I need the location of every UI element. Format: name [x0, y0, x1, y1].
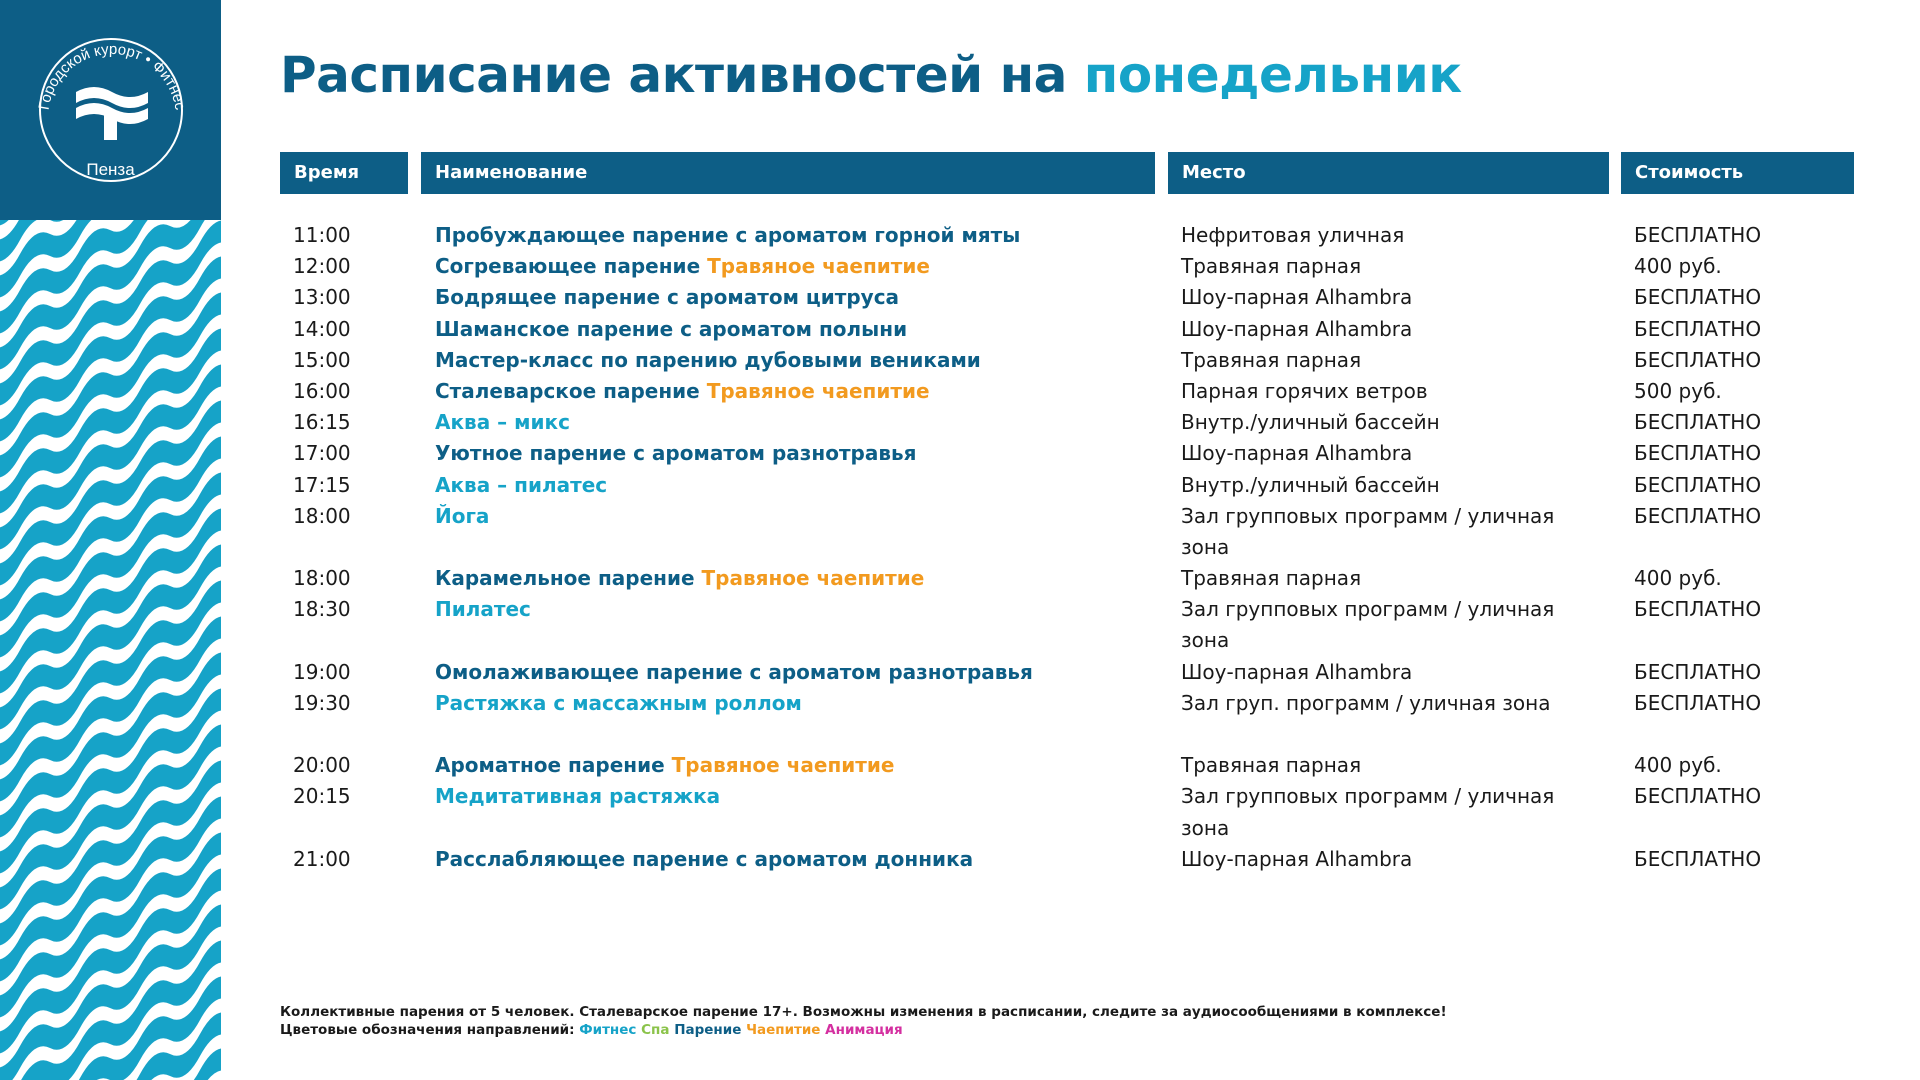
row-cost: 400 руб. [1634, 753, 1722, 778]
row-cost: 400 руб. [1634, 566, 1722, 591]
row-activity [435, 407, 570, 438]
row-place: Зал групповых программ / уличная зона [1181, 597, 1555, 653]
row-place: Зал груп. программ / уличная зона [1181, 690, 1551, 715]
row-place: Травяная парная [1181, 753, 1362, 778]
row-place: Травяная парная [1181, 566, 1362, 591]
row-place: Внутр./уличный бассейн [1181, 410, 1440, 435]
brand-logo-emblem [0, 0, 221, 220]
row-time: 16:00 [293, 378, 351, 403]
table-row [0, 407, 1920, 438]
row-activity [435, 750, 894, 781]
row-time: 18:00 [293, 566, 351, 591]
table-row [0, 688, 1920, 750]
row-place: Шоу-парная Alhambra [1181, 285, 1413, 310]
brand-logo [0, 0, 221, 220]
activity-name: Бодрящее парение с ароматом цитруса [435, 285, 900, 310]
row-time: 17:00 [293, 441, 351, 466]
row-activity [435, 781, 720, 812]
activity-name: Омолаживающее парение с ароматом разнотравья [435, 659, 1033, 684]
activity-name: Карамельное парение [435, 566, 695, 591]
row-place: Зал групповых программ / уличная зона [1181, 503, 1555, 559]
activity-name: Пробуждающее парение с ароматом горной мяты [435, 223, 1021, 247]
table-row [0, 376, 1920, 407]
row-activity [435, 314, 907, 345]
row-time: 18:00 [293, 503, 351, 528]
activity-extra: Травяное чаепитие [706, 378, 930, 403]
footer-note: Коллективные парения от 5 человек. Сталеварское парение 17+. Возможны изменения в расписании, следите за аудиосообщениями в комплексе! [280, 1004, 1447, 1020]
footer-legend [280, 1022, 903, 1038]
row-activity [435, 563, 924, 594]
row-time: 14:00 [293, 316, 351, 341]
table-row [0, 251, 1920, 282]
legend-fitness: Фитнес [579, 1022, 637, 1038]
row-activity [435, 470, 607, 501]
row-cost: БЕСПЛАТНО [1634, 441, 1762, 466]
title-main: Расписание активностей на [280, 46, 1084, 104]
row-time: 17:15 [293, 472, 351, 497]
activity-extra: Травяное чаепитие [671, 753, 895, 778]
row-activity [435, 844, 973, 875]
activity-name: Ароматное парение [435, 753, 665, 778]
row-place: Шоу-парная Alhambra [1181, 846, 1413, 871]
table-row [0, 781, 1920, 843]
row-cost: БЕСПЛАТНО [1634, 846, 1762, 871]
legend-tea: Чаепитие [746, 1022, 821, 1038]
row-place: Шоу-парная Alhambra [1181, 316, 1413, 341]
row-place: Зал групповых программ / уличная зона [1181, 784, 1555, 840]
row-time: 18:30 [293, 597, 351, 622]
legend-spa: Спа [641, 1022, 670, 1038]
row-cost: 400 руб. [1634, 254, 1722, 279]
legend-steam: Парение [674, 1022, 742, 1038]
row-time: 20:15 [293, 784, 351, 809]
row-activity [435, 657, 1033, 688]
row-time: 21:00 [293, 846, 351, 871]
row-activity [435, 282, 899, 313]
logo-arc-text: Городской курорт • Фитнес [35, 40, 189, 112]
table-row [0, 470, 1920, 501]
activity-extra: Травяное чаепитие [701, 566, 925, 591]
row-time: 19:00 [293, 659, 351, 684]
row-cost: БЕСПЛАТНО [1634, 347, 1762, 372]
row-activity [435, 345, 981, 376]
row-time: 11:00 [293, 223, 351, 247]
row-cost: БЕСПЛАТНО [1634, 223, 1762, 247]
activity-name: Уютное парение с ароматом разнотравья [435, 441, 917, 466]
activity-name: Растяжка с массажным роллом [435, 690, 802, 715]
row-place: Внутр./уличный бассейн [1181, 472, 1440, 497]
page-title [280, 46, 1462, 104]
row-activity [435, 376, 930, 407]
activity-extra: Травяное чаепитие [707, 254, 930, 279]
row-place: Нефритовая уличная [1181, 223, 1405, 247]
table-row [0, 314, 1920, 345]
header-cost: Стоимость [1621, 152, 1854, 194]
row-cost: БЕСПЛАТНО [1634, 316, 1762, 341]
row-place: Травяная парная [1181, 254, 1362, 279]
legend-animation: Анимация [825, 1022, 903, 1038]
activity-name: Сталеварское парение [435, 378, 700, 403]
row-activity [435, 688, 802, 719]
table-row [0, 844, 1920, 875]
row-cost: БЕСПЛАТНО [1634, 784, 1762, 809]
row-cost: БЕСПЛАТНО [1634, 472, 1762, 497]
activity-name: Согревающее парение [435, 254, 701, 279]
row-activity [435, 251, 930, 282]
brand-wave-t-icon [76, 87, 148, 140]
logo-city: Пенза [86, 160, 135, 179]
row-place: Шоу-парная Alhambra [1181, 441, 1413, 466]
legend-label: Цветовые обозначения направлений: [280, 1022, 580, 1038]
table-row [0, 220, 1920, 251]
table-row [0, 501, 1920, 563]
row-cost: БЕСПЛАТНО [1634, 597, 1762, 622]
header-time: Время [280, 152, 408, 194]
activity-name: Пилатес [435, 597, 531, 622]
row-time: 20:00 [293, 753, 351, 778]
schedule-table [0, 220, 1920, 875]
activity-name: Мастер-класс по парению дубовыми вениками [435, 347, 981, 372]
row-time: 13:00 [293, 285, 351, 310]
header-place: Место [1168, 152, 1609, 194]
header-name: Наименование [421, 152, 1155, 194]
activity-name: Шаманское парение с ароматом полыни [435, 316, 908, 341]
table-row [0, 282, 1920, 313]
row-place: Травяная парная [1181, 347, 1362, 372]
row-activity [435, 220, 1020, 251]
row-time: 12:00 [293, 254, 351, 279]
row-cost: БЕСПЛАТНО [1634, 410, 1762, 435]
row-activity [435, 594, 531, 625]
title-accent: понедельник [1083, 46, 1462, 104]
table-row [0, 563, 1920, 594]
activity-name: Аква – пилатес [435, 472, 608, 497]
row-activity [435, 438, 917, 469]
table-row [0, 657, 1920, 688]
row-cost: БЕСПЛАТНО [1634, 503, 1762, 528]
table-row [0, 594, 1920, 656]
activity-name: Расслабляющее парение с ароматом донника [435, 846, 974, 871]
row-activity [435, 501, 489, 532]
activity-name: Йога [435, 503, 490, 528]
row-cost: БЕСПЛАТНО [1634, 690, 1762, 715]
table-row [0, 750, 1920, 781]
row-time: 15:00 [293, 347, 351, 372]
table-row [0, 345, 1920, 376]
activity-name: Медитативная растяжка [435, 784, 721, 809]
row-time: 16:15 [293, 410, 351, 435]
table-row [0, 438, 1920, 469]
row-time: 19:30 [293, 690, 351, 715]
row-cost: 500 руб. [1634, 378, 1722, 403]
row-place: Парная горячих ветров [1181, 378, 1428, 403]
row-cost: БЕСПЛАТНО [1634, 285, 1762, 310]
activity-name: Аква – микс [435, 410, 570, 435]
row-place: Шоу-парная Alhambra [1181, 659, 1413, 684]
row-cost: БЕСПЛАТНО [1634, 659, 1762, 684]
